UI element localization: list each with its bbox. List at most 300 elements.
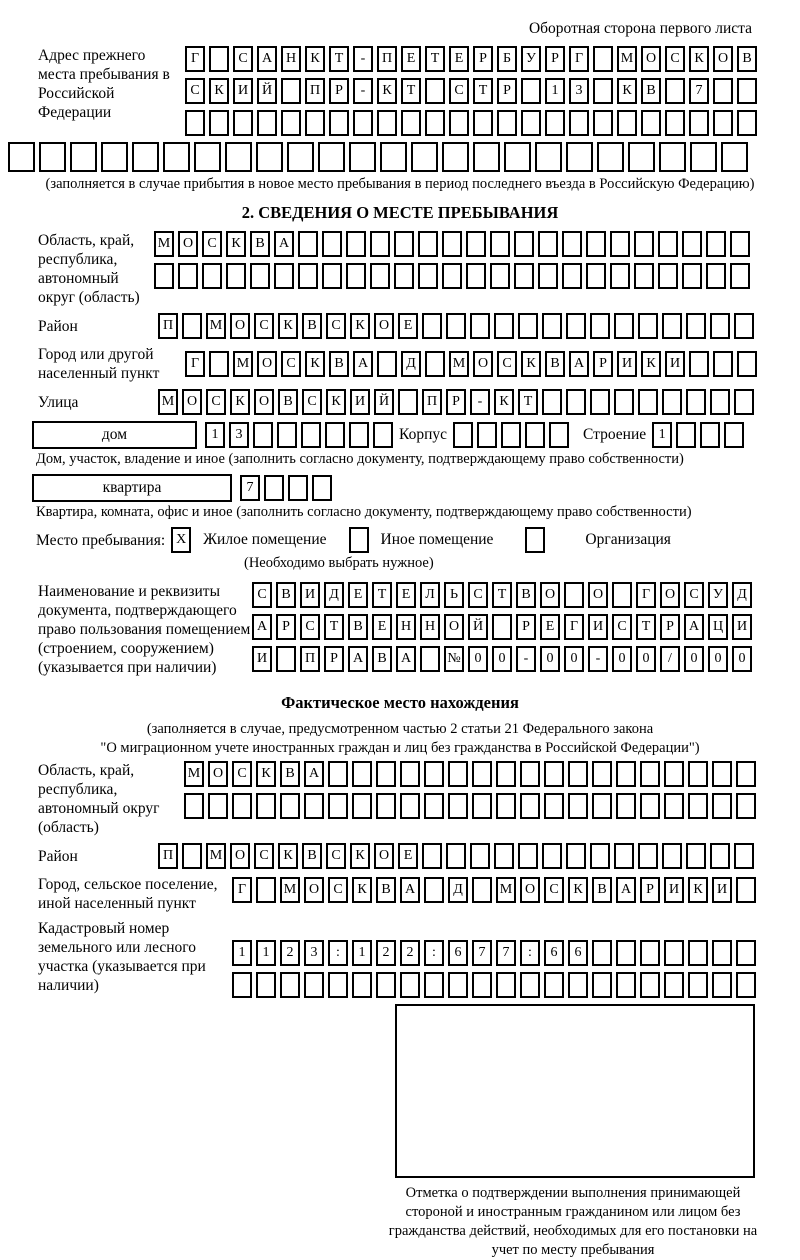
char-box: А	[274, 231, 294, 257]
apartment-type-box: квартира	[32, 474, 232, 502]
char-box	[442, 231, 462, 257]
char-box	[422, 843, 442, 869]
char-box	[328, 972, 348, 998]
char-box: 6	[448, 940, 468, 966]
char-box	[688, 972, 708, 998]
char-box: С	[665, 46, 685, 72]
char-box: О	[588, 582, 608, 608]
char-box: М	[206, 843, 226, 869]
char-box	[713, 78, 733, 104]
char-box	[542, 313, 562, 339]
char-box	[178, 263, 198, 289]
char-box	[494, 843, 514, 869]
char-box	[736, 877, 756, 903]
char-box: Г	[564, 614, 584, 640]
char-box: С	[252, 582, 272, 608]
char-box: В	[516, 582, 536, 608]
char-box	[504, 142, 531, 172]
char-box: Р	[329, 78, 349, 104]
char-box	[686, 389, 706, 415]
cadastre-row-2	[232, 972, 756, 998]
char-box	[638, 313, 658, 339]
stay-checkbox-residential: X	[171, 527, 191, 553]
char-box	[442, 263, 462, 289]
char-box: О	[374, 313, 394, 339]
char-box: 2	[376, 940, 396, 966]
char-box: Р	[545, 46, 565, 72]
char-box	[549, 422, 569, 448]
char-box: В	[737, 46, 757, 72]
char-box	[490, 231, 510, 257]
char-box	[70, 142, 97, 172]
char-box	[592, 940, 612, 966]
char-box	[225, 142, 252, 172]
char-box	[658, 263, 678, 289]
char-box	[496, 793, 516, 819]
prev-address-label: Адрес прежнего места пребывания в Российской Федерации	[38, 47, 170, 121]
char-box: В	[545, 351, 565, 377]
char-box	[497, 110, 517, 136]
char-box	[298, 231, 318, 257]
char-box: -	[470, 389, 490, 415]
char-box: И	[732, 614, 752, 640]
stay-checkbox-organization	[525, 527, 545, 553]
char-box: О	[208, 761, 228, 787]
char-box	[566, 313, 586, 339]
char-box	[641, 110, 661, 136]
char-box	[736, 972, 756, 998]
char-box	[400, 972, 420, 998]
char-box	[349, 142, 376, 172]
char-box	[712, 940, 732, 966]
char-box	[370, 231, 390, 257]
char-box	[304, 793, 324, 819]
char-box	[542, 389, 562, 415]
char-box	[616, 761, 636, 787]
char-box	[640, 972, 660, 998]
char-box: 7	[496, 940, 516, 966]
char-box	[398, 389, 418, 415]
char-box: -	[353, 46, 373, 72]
char-box	[700, 422, 720, 448]
char-box: С	[468, 582, 488, 608]
char-box	[662, 389, 682, 415]
char-box	[544, 761, 564, 787]
char-box: А	[569, 351, 589, 377]
char-box: К	[641, 351, 661, 377]
char-box: В	[302, 313, 322, 339]
char-box	[664, 793, 684, 819]
char-box	[525, 422, 545, 448]
char-box	[400, 793, 420, 819]
char-box	[737, 110, 757, 136]
char-box	[612, 582, 632, 608]
char-box: Д	[324, 582, 344, 608]
char-box	[544, 793, 564, 819]
char-box	[328, 761, 348, 787]
char-box	[353, 110, 373, 136]
house-row	[32, 421, 800, 449]
char-box	[616, 793, 636, 819]
char-box	[264, 475, 284, 501]
char-box: А	[353, 351, 373, 377]
char-box	[182, 843, 202, 869]
char-box: Й	[374, 389, 394, 415]
region-row-1	[154, 231, 750, 257]
char-box	[209, 46, 229, 72]
char-box: С	[497, 351, 517, 377]
char-box: :	[328, 940, 348, 966]
char-box: М	[158, 389, 178, 415]
char-box: Р	[497, 78, 517, 104]
char-box: Б	[497, 46, 517, 72]
char-box: 6	[568, 940, 588, 966]
char-box: Д	[732, 582, 752, 608]
char-box: А	[257, 46, 277, 72]
char-box	[737, 78, 757, 104]
char-box	[721, 142, 748, 172]
char-box: С	[206, 389, 226, 415]
char-box	[442, 142, 469, 172]
char-box: К	[305, 351, 325, 377]
char-box	[689, 351, 709, 377]
char-box: А	[252, 614, 272, 640]
char-box	[610, 231, 630, 257]
char-box	[562, 263, 582, 289]
char-box: А	[396, 646, 416, 672]
char-box	[477, 422, 497, 448]
char-box: В	[302, 843, 322, 869]
char-box: А	[400, 877, 420, 903]
char-box	[288, 475, 308, 501]
char-box	[184, 793, 204, 819]
char-box	[724, 422, 744, 448]
char-box: Й	[468, 614, 488, 640]
char-box	[592, 793, 612, 819]
char-box: С	[254, 843, 274, 869]
document-row-1	[252, 582, 752, 608]
actual-region-row-2	[184, 793, 756, 819]
char-box	[453, 422, 473, 448]
char-box	[592, 761, 612, 787]
char-box: 0	[564, 646, 584, 672]
char-box	[566, 843, 586, 869]
char-box: 7	[240, 475, 260, 501]
char-box: 1	[652, 422, 672, 448]
actual-district-field	[0, 843, 800, 869]
char-box: О	[374, 843, 394, 869]
char-box: К	[278, 313, 298, 339]
char-box: П	[300, 646, 320, 672]
char-box: Н	[396, 614, 416, 640]
char-box	[370, 263, 390, 289]
char-box: Р	[516, 614, 536, 640]
char-box	[420, 646, 440, 672]
char-box	[520, 972, 540, 998]
confirmation-stamp-box	[395, 1004, 755, 1178]
city-row	[185, 351, 757, 377]
char-box: -	[516, 646, 536, 672]
char-box	[501, 422, 521, 448]
char-box: О	[660, 582, 680, 608]
char-box	[280, 793, 300, 819]
char-box	[713, 351, 733, 377]
char-box	[568, 793, 588, 819]
char-box: К	[617, 78, 637, 104]
char-box: Е	[398, 313, 418, 339]
char-box	[496, 972, 516, 998]
char-box	[686, 843, 706, 869]
char-box: Р	[324, 646, 344, 672]
char-box	[736, 793, 756, 819]
char-box: К	[689, 46, 709, 72]
char-box	[538, 231, 558, 257]
stroenie-label: Строение	[583, 426, 647, 443]
char-box: О	[230, 843, 250, 869]
char-box	[590, 313, 610, 339]
char-box: П	[377, 46, 397, 72]
char-box: К	[568, 877, 588, 903]
char-box: П	[158, 313, 178, 339]
char-box	[470, 843, 490, 869]
char-box	[373, 422, 393, 448]
apartment-caption: Квартира, комната, офис и иное (заполнить согласно документу, подтверждающему право собственности)	[36, 504, 692, 520]
char-box	[39, 142, 66, 172]
char-box: М	[617, 46, 637, 72]
char-box: С	[302, 389, 322, 415]
char-box	[590, 389, 610, 415]
stay-checkbox-other	[349, 527, 369, 553]
char-box	[304, 972, 324, 998]
char-box: Е	[372, 614, 392, 640]
char-box: 0	[492, 646, 512, 672]
char-box: У	[521, 46, 541, 72]
char-box	[614, 313, 634, 339]
char-box	[514, 263, 534, 289]
char-box	[518, 843, 538, 869]
char-box: Д	[448, 877, 468, 903]
char-box	[686, 313, 706, 339]
char-box: 1	[545, 78, 565, 104]
char-box: А	[348, 646, 368, 672]
char-box	[712, 761, 732, 787]
char-box	[712, 972, 732, 998]
apartment-number-cells	[240, 475, 332, 501]
char-box	[616, 972, 636, 998]
char-box: С	[326, 843, 346, 869]
char-box: А	[616, 877, 636, 903]
char-box	[566, 389, 586, 415]
char-box: Е	[348, 582, 368, 608]
char-box	[734, 843, 754, 869]
char-box	[610, 263, 630, 289]
char-box: Ц	[708, 614, 728, 640]
char-box: О	[520, 877, 540, 903]
char-box	[449, 110, 469, 136]
actual-caption-1: (заполняется в случае, предусмотренном частью 2 статьи 21 Федерального закона	[146, 721, 654, 737]
char-box	[425, 351, 445, 377]
char-box	[682, 263, 702, 289]
char-box: 1	[205, 422, 225, 448]
char-box: Р	[473, 46, 493, 72]
actual-region-row-1	[184, 761, 756, 787]
char-box	[232, 972, 252, 998]
char-box: К	[350, 313, 370, 339]
char-box: К	[326, 389, 346, 415]
stay-option-residential-label: Жилое помещение	[203, 531, 327, 548]
char-box	[690, 142, 717, 172]
char-box: Р	[640, 877, 660, 903]
char-box: П	[305, 78, 325, 104]
prev-address-caption: (заполняется в случае прибытия в новое место пребывания в период последнего въезда в Российскую Федерацию)	[45, 176, 755, 192]
char-box: Н	[281, 46, 301, 72]
char-box: Т	[329, 46, 349, 72]
char-box: С	[684, 582, 704, 608]
char-box: О	[182, 389, 202, 415]
char-box	[202, 263, 222, 289]
char-box: Е	[398, 843, 418, 869]
char-box	[472, 877, 492, 903]
char-box	[597, 142, 624, 172]
char-box: И	[252, 646, 272, 672]
char-box: К	[350, 843, 370, 869]
char-box	[521, 110, 541, 136]
stay-option-other-label: Иное помещение	[380, 531, 494, 548]
char-box: С	[326, 313, 346, 339]
char-box	[665, 78, 685, 104]
actual-district-label: Район	[38, 847, 78, 865]
actual-city-field	[0, 875, 800, 913]
house-type-box: дом	[32, 421, 197, 449]
char-box	[154, 263, 174, 289]
char-box	[466, 263, 486, 289]
char-box: К	[688, 877, 708, 903]
char-box: С	[233, 46, 253, 72]
char-box: В	[592, 877, 612, 903]
street-field	[0, 389, 800, 415]
char-box: В	[641, 78, 661, 104]
apartment-row	[32, 474, 800, 502]
char-box: К	[230, 389, 250, 415]
cadastre-field	[0, 919, 800, 998]
char-box	[163, 142, 190, 172]
char-box: Д	[401, 351, 421, 377]
char-box: В	[372, 646, 392, 672]
char-box	[256, 142, 283, 172]
char-box: Е	[401, 46, 421, 72]
document-field	[0, 582, 800, 677]
city-field	[0, 345, 800, 383]
char-box	[737, 351, 757, 377]
char-box: И	[617, 351, 637, 377]
char-box: О	[713, 46, 733, 72]
char-box	[250, 263, 270, 289]
char-box: М	[154, 231, 174, 257]
char-box: А	[684, 614, 704, 640]
char-box: Т	[372, 582, 392, 608]
char-box	[280, 972, 300, 998]
char-box: А	[304, 761, 324, 787]
char-box	[352, 761, 372, 787]
char-box: М	[449, 351, 469, 377]
char-box	[425, 78, 445, 104]
char-box: К	[226, 231, 246, 257]
char-box	[322, 263, 342, 289]
char-box	[312, 475, 332, 501]
char-box	[520, 793, 540, 819]
char-box: В	[329, 351, 349, 377]
actual-title: Фактическое место нахождения	[281, 693, 519, 712]
district-field	[0, 313, 800, 339]
char-box	[329, 110, 349, 136]
char-box	[277, 422, 297, 448]
char-box: 3	[569, 78, 589, 104]
char-box	[521, 78, 541, 104]
char-box: И	[712, 877, 732, 903]
char-box	[616, 940, 636, 966]
char-box	[322, 231, 342, 257]
char-box	[706, 263, 726, 289]
char-box	[659, 142, 686, 172]
char-box: С	[328, 877, 348, 903]
char-box: Г	[569, 46, 589, 72]
char-box	[208, 793, 228, 819]
char-box: Т	[492, 582, 512, 608]
char-box: К	[377, 78, 397, 104]
char-box	[568, 972, 588, 998]
char-box: 3	[304, 940, 324, 966]
char-box	[736, 940, 756, 966]
char-box: О	[473, 351, 493, 377]
char-box	[586, 231, 606, 257]
char-box: №	[444, 646, 464, 672]
char-box: О	[641, 46, 661, 72]
char-box	[380, 142, 407, 172]
char-box: Г	[185, 46, 205, 72]
char-box	[418, 231, 438, 257]
char-box	[518, 313, 538, 339]
char-box	[422, 313, 442, 339]
char-box: Р	[276, 614, 296, 640]
char-box	[466, 231, 486, 257]
char-box	[448, 972, 468, 998]
char-box	[520, 761, 540, 787]
char-box	[346, 231, 366, 257]
char-box	[470, 313, 490, 339]
char-box	[494, 313, 514, 339]
char-box	[538, 263, 558, 289]
char-box	[569, 110, 589, 136]
document-row-3	[252, 646, 752, 672]
char-box	[194, 142, 221, 172]
char-box: Е	[396, 582, 416, 608]
char-box: С	[449, 78, 469, 104]
char-box: 2	[280, 940, 300, 966]
char-box: М	[184, 761, 204, 787]
char-box	[233, 110, 253, 136]
char-box: Р	[446, 389, 466, 415]
char-box	[418, 263, 438, 289]
char-box: 6	[544, 940, 564, 966]
char-box	[376, 793, 396, 819]
char-box: Т	[425, 46, 445, 72]
char-box	[586, 263, 606, 289]
city-label: Город или другой населенный пункт	[38, 346, 160, 382]
char-box: 0	[636, 646, 656, 672]
stay-option-organization-label: Организация	[585, 531, 671, 548]
char-box: 0	[708, 646, 728, 672]
prev-address-field	[0, 46, 800, 136]
